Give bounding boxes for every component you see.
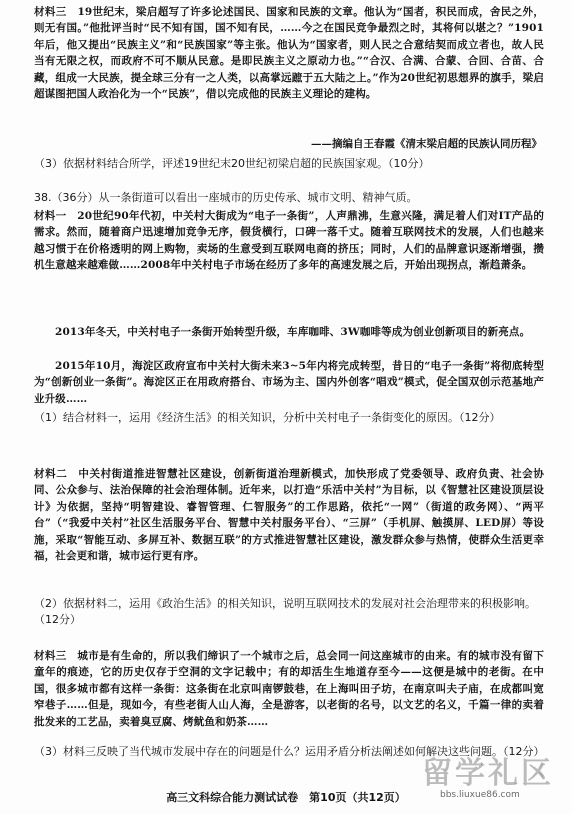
watermark-url: bbs.liuxue86.com — [440, 790, 520, 800]
material-1-paragraph-2: 2013年冬天，中关村电子一条街开始转型升级，车库咖啡、3W咖啡等成为创业创新项目的新亮点。 — [55, 326, 531, 338]
material-3-paragraph-city: 材料三 城市是有生命的，所以我们缔识了一个城市之后，总会同一问这座城市的由来。有的城市没有留下童年的痕迹，它的历史仅存于空洞的文字记载中；有的却活生生地道存至今——这便是城中的老街。在中国，很多城市都有这样一条街：这条街在北京叫南锣鼓巷，在上海叫田子坊，在南京叫夫子庙，在成都叫宽窄巷子……但是，现如今，有些老街人山人海，全是游客，以老街的名号，以文艺的名义，千篇一律的卖着批发来的工艺品，卖着臭豆腐、烤鱿鱼和奶茶…… — [34, 650, 544, 728]
material-1-paragraph-1: 材料一 20世纪90年代初，中关村大街成为“电子一条街”，人声鼎沸，生意兴隆，满足着人们对IT产品的需求。然而，随着商户迅速增加竞争无序，假货横行，口碑一落千丈。随着互联网技术的发展，人们也越来越习惯于在价格透明的网上购物，卖场的生意受到互联网电商的挤压；同时，人们的品牌意识逐渐增强，攒机生意越来越难做……2008年中关村电子市场在经历了多年的高速发展之后，开始出现拐点，渐趋萧条。 — [34, 210, 544, 272]
material-3-source: ——摘编自王春霞《清末梁启超的民族认同历程》 — [311, 138, 542, 150]
page-footer: 高三文科综合能力测试试卷 第10页（共12页） — [166, 791, 406, 804]
question-38-1: （1）结合材料一，运用《经济生活》的相关知识，分析中关村电子一条街变化的原因。（12分） — [34, 411, 501, 424]
question-38-2: （2）依据材料二，运用《政治生活》的相关知识，说明互联网技术的发展对社会治理带来的积极影响。（12分） — [34, 597, 536, 627]
watermark-logo: 留学礼区 — [422, 756, 554, 791]
material-2-paragraph: 材料二 中关村街道推进智慧社区建设，创新街道治理新模式，加快形成了党委领导、政府负责、社会协同、公众参与、法治保障的社会治理体制。近年来，以打造“乐活中关村”为目标，以《智慧社区建设顶层设计》为依据，坚持“明智建设、睿智管理、仁智服务”的工作思路，依托“一网”（街道的政务网）、“两平台”（“我爱中关村”社区生活服务平台、智慧中关村服务平台）、“三屏”（手机屏、触摸屏、LED屏）等设施，采取“智能互动、多屏互补、数据互联”的方式推进智慧社区建设，激发群众参与热情，使群众生活更幸福，社会更和谐，城市运行更有序。 — [34, 468, 544, 563]
material-3-paragraph: 材料三 19世纪末，梁启超写了许多论述国民、国家和民族的文章。他认为“国者，积民而成，舍民之外，则无有国。”他批评当时“民不知有国，国不知有民，……今之在国民竞争最烈之时，其将何以堪之？”1901年后，他又提出“民族主义”和“民族国家”等主张。他认为“国家者，则人民之合意结契而成立者也，故人民当有无限之权，而政府不可不顺从民意。是即民族主义之原动力也。”“合汉、合满、合蒙、合回、合苗、合藏，组成一大民族，提全球三分有一之人类，以高掌远蹠于五大陆之上。”作为20世纪初思想界的旗手，梁启超谋图把国人政治化为一个“民族”，借以完成他的民族主义理论的建构。 — [34, 6, 544, 101]
material-1-paragraph-3: 2015年10月，海淀区政府宣布中关村大街未来3~5年内将完成转型，昔日的“电子一条街”将彻底转型为“创新创业一条街”。海淀区正在用政府搭台、市场为主、国内外创客“唱戏”模式，促全国双创示范基地产业升级…… — [34, 360, 544, 405]
question-38-3: （3）材料三反映了当代城市发展中存在的问题是什么？运用矛盾分析法阐述如何解决这些问题。（12分） — [34, 745, 545, 758]
question-37-3: （3）依据材料结合所学，评述19世纪末20世纪初梁启超的民族国家观。（10分） — [34, 157, 430, 170]
question-38-header: 38.（36分）从一条街道可以看出一座城市的历史传承、城市文明、精神气质。 — [34, 191, 418, 204]
